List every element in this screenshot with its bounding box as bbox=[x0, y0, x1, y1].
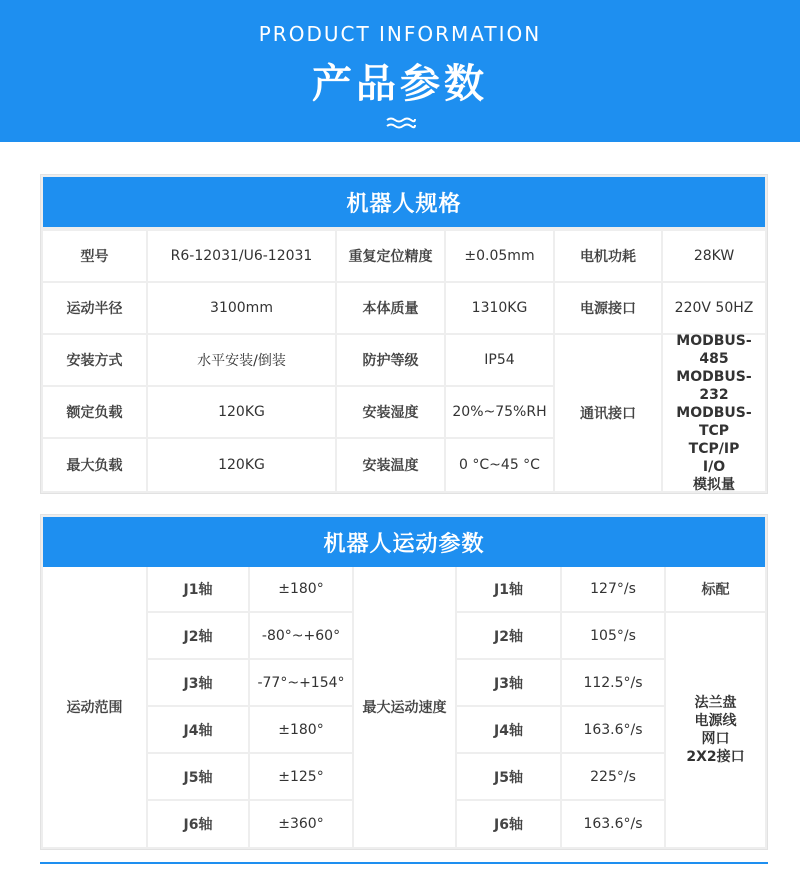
comm-value: TCP/IP bbox=[688, 441, 740, 457]
spec-value: 120KG bbox=[148, 439, 335, 491]
speed-axis-label: J5轴 bbox=[457, 754, 560, 799]
spec-label: 额定负载 bbox=[43, 387, 146, 437]
axis-label: J5轴 bbox=[148, 754, 248, 799]
axis-range: ±125° bbox=[250, 754, 352, 799]
axis-speed: 163.6°/s bbox=[562, 801, 664, 847]
axis-range: ±360° bbox=[250, 801, 352, 847]
axis-label: J2轴 bbox=[148, 613, 248, 658]
speed-axis-label: J3轴 bbox=[457, 660, 560, 705]
spec-value: IP54 bbox=[446, 335, 553, 385]
spec-value: 1310KG bbox=[446, 283, 553, 333]
comm-value: MODBUS-485 bbox=[676, 333, 752, 367]
spec-label: 重复定位精度 bbox=[337, 231, 444, 281]
axis-label: J1轴 bbox=[148, 567, 248, 611]
spec-value: 220V 50HZ bbox=[663, 283, 765, 333]
motion-card-title: 机器人运动参数 bbox=[43, 517, 765, 567]
axis-speed: 225°/s bbox=[562, 754, 664, 799]
spec-label: 运动半径 bbox=[43, 283, 146, 333]
motion-range-label: 运动范围 bbox=[43, 567, 146, 847]
speed-axis-label: J1轴 bbox=[457, 567, 560, 611]
axis-label: J6轴 bbox=[148, 801, 248, 847]
speed-axis-label: J4轴 bbox=[457, 707, 560, 752]
axis-range: -77°~+154° bbox=[250, 660, 352, 705]
standard-item: 电源线 bbox=[694, 713, 737, 729]
max-speed-label: 最大运动速度 bbox=[354, 567, 455, 847]
standard-item: 法兰盘 bbox=[694, 695, 737, 711]
spec-value: 0 °C~45 °C bbox=[446, 439, 553, 491]
spec-label: 安装温度 bbox=[337, 439, 444, 491]
header-banner bbox=[0, 0, 800, 142]
spec-label: 电源接口 bbox=[555, 283, 661, 333]
axis-range: -80°~+60° bbox=[250, 613, 352, 658]
axis-speed: 105°/s bbox=[562, 613, 664, 658]
comm-value: I/O bbox=[702, 459, 726, 475]
axis-range: ±180° bbox=[250, 567, 352, 611]
spec-value: 3100mm bbox=[148, 283, 335, 333]
header-title-en: PRODUCT INFORMATION bbox=[258, 22, 542, 46]
spec-label: 安装湿度 bbox=[337, 387, 444, 437]
comm-interface-label: 通讯接口 bbox=[555, 335, 661, 491]
spec-value: 水平安装/倒装 bbox=[148, 335, 335, 385]
comm-value: MODBUS-232 bbox=[676, 369, 752, 403]
comm-interface-values bbox=[663, 335, 765, 491]
motion-card bbox=[40, 514, 768, 850]
spec-label: 安装方式 bbox=[43, 335, 146, 385]
spec-label: 防护等级 bbox=[337, 335, 444, 385]
spec-value: ±0.05mm bbox=[446, 231, 553, 281]
axis-speed: 127°/s bbox=[562, 567, 664, 611]
speed-axis-label: J2轴 bbox=[457, 613, 560, 658]
spec-value: 28KW bbox=[663, 231, 765, 281]
wave-icon bbox=[386, 116, 416, 130]
standard-item: 网口 bbox=[701, 731, 730, 747]
header-title-zh: 产品参数 bbox=[312, 61, 488, 107]
spec-card-title: 机器人规格 bbox=[43, 177, 765, 227]
axis-range: ±180° bbox=[250, 707, 352, 752]
spec-value: 120KG bbox=[148, 387, 335, 437]
spec-label: 型号 bbox=[43, 231, 146, 281]
spec-label: 电机功耗 bbox=[555, 231, 661, 281]
standard-label: 标配 bbox=[666, 567, 765, 611]
standard-item: 2X2接口 bbox=[686, 749, 745, 765]
spec-label: 最大负载 bbox=[43, 439, 146, 491]
comm-value: 模拟量 bbox=[693, 477, 735, 493]
axis-label: J3轴 bbox=[148, 660, 248, 705]
axis-label: J4轴 bbox=[148, 707, 248, 752]
spec-value: R6-12031/U6-12031 bbox=[148, 231, 335, 281]
bottom-divider bbox=[40, 862, 768, 864]
speed-axis-label: J6轴 bbox=[457, 801, 560, 847]
spec-card bbox=[40, 174, 768, 494]
comm-value: MODBUS-TCP bbox=[676, 405, 752, 439]
axis-speed: 112.5°/s bbox=[562, 660, 664, 705]
standard-items bbox=[666, 613, 765, 847]
spec-label: 本体质量 bbox=[337, 283, 444, 333]
axis-speed: 163.6°/s bbox=[562, 707, 664, 752]
spec-value: 20%~75%RH bbox=[446, 387, 553, 437]
